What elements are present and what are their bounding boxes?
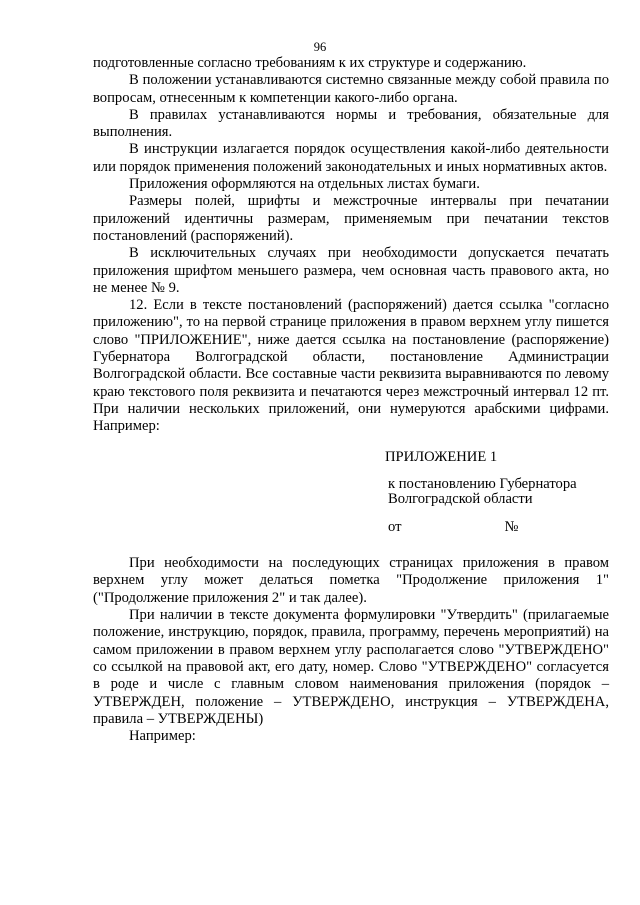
- paragraph: Размеры полей, шрифты и межстрочные интервалы при печатании приложений идентичны размерам, применяемым при печатании текстов постановлений (распоряжений).: [93, 193, 609, 244]
- document-body: [93, 55, 609, 745]
- appendix-example-date-number-line: [388, 519, 609, 536]
- paragraph: подготовленные согласно требованиям к их структуре и содержанию.: [93, 55, 527, 71]
- paragraph: 12. Если в тексте постановлений (распоряжений) дается ссылка "согласно приложению", то на первой странице приложения в правом верхнем углу пишется слово "ПРИЛОЖЕНИЕ", ниже дается ссылка на постановление (распоряжение) Губернатора Волгоградской области, постановление Администрации Волгоградской области. Все составные части реквизита выравниваются по левому краю текстового поля реквизита и печатаются через межстрочный интервал 12 пт. При наличии нескольких приложений, они нумеруются арабскими цифрами. Например:: [93, 297, 609, 435]
- appendix-example-title: ПРИЛОЖЕНИЕ 1: [385, 448, 498, 465]
- appendix-example-block: [93, 449, 609, 537]
- paragraph: В положении устанавливаются системно связанные между собой правила по вопросам, отнесенным к компетенции какого-либо органа.: [93, 72, 609, 106]
- appendix-example-reference: к постановлению Губернатора: [388, 475, 577, 492]
- page-number: 96: [313, 40, 327, 54]
- paragraphs-bottom-section: [93, 555, 609, 745]
- paragraph: В исключительных случаях при необходимости допускается печатать приложения шрифтом меньшего размера, чем основная часть правового акта, но не менее № 9.: [93, 245, 609, 296]
- paragraph: В инструкции излагается порядок осуществления какой-либо деятельности или порядок применения положений законодательных и иных нормативных актов.: [93, 141, 609, 175]
- appendix-example-reference: Волгоградской области: [388, 490, 533, 507]
- paragraph: При наличии в тексте документа формулировки "Утвердить" (прилагаемые положение, инструкцию, порядок, правила, программу, перечень мероприятий) на самом приложении в правом верхнем углу располагается слово "УТВЕРЖДЕНО" со ссылкой на правовой акт, его дату, номер. Слово "УТВЕРЖДЕНО" согласуется в роде и числе с главным словом наименования приложения (порядок – УТВЕРЖДЕН, положение – УТВЕРЖДЕНО, инструкция – УТВЕРЖДЕНА, правила – УТВЕРЖДЕНЫ): [93, 607, 609, 727]
- paragraph: Например:: [129, 728, 196, 745]
- appendix-example-number-label: №: [504, 518, 519, 535]
- paragraph: При необходимости на последующих страницах приложения в правом верхнем углу может делаться пометка "Продолжение приложения 1" ("Продолжение приложения 2" и так далее).: [93, 555, 609, 606]
- paragraph: В правилах устанавливаются нормы и требования, обязательные для выполнения.: [93, 106, 609, 141]
- paragraph: Приложения оформляются на отдельных листах бумаги.: [129, 176, 480, 193]
- appendix-example-from-label: от: [388, 518, 402, 535]
- paragraphs-top-section: [93, 55, 609, 436]
